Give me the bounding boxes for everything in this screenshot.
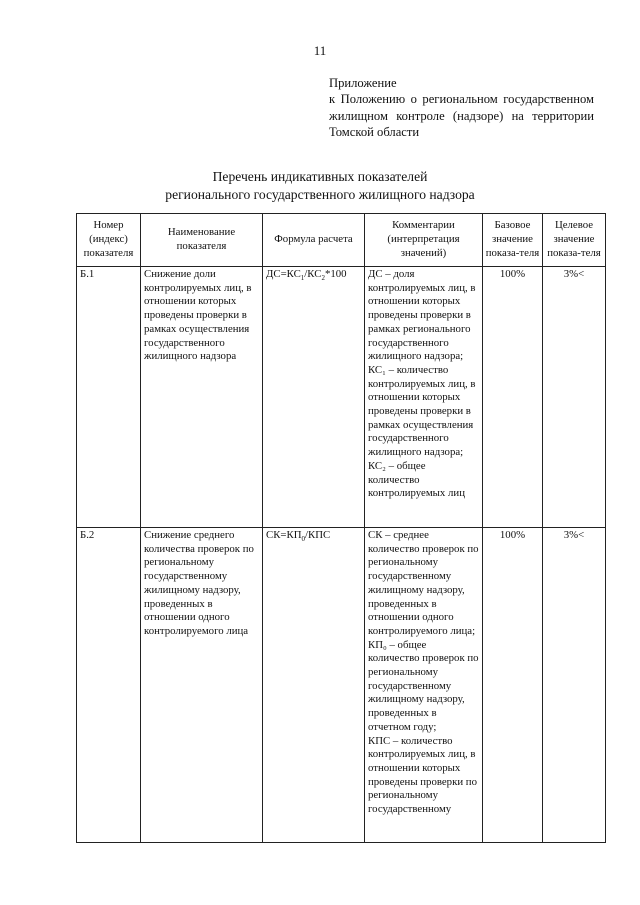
document-title bbox=[0, 168, 640, 204]
header-target-value: Целевое значение показа-теля bbox=[543, 214, 606, 267]
cell-target-value: 3%< bbox=[543, 528, 606, 843]
table-row bbox=[77, 267, 606, 528]
header-comment: Комментарии (интерпретация значений) bbox=[365, 214, 483, 267]
cell-name: Снижение доли контролируемых лиц, в отношении которых проведены проверки в рамках осуществления государственного жилищного надзора bbox=[141, 267, 263, 528]
header-name: Наименование показателя bbox=[141, 214, 263, 267]
appendix-line-1: Приложение bbox=[329, 76, 397, 90]
cell-target-value: 3%< bbox=[543, 267, 606, 528]
cell-base-value: 100% bbox=[483, 267, 543, 528]
cell-name: Снижение среднего количества проверок по региональному государственному жилищному надзору, проведенных в отношении одного контролируемого лица bbox=[141, 528, 263, 843]
formula-sub-1: 0 bbox=[301, 535, 305, 544]
cell-number: Б.2 bbox=[77, 528, 141, 843]
table-header-row bbox=[77, 214, 606, 267]
header-formula: Формула расчета bbox=[263, 214, 365, 267]
table-row bbox=[77, 528, 606, 843]
formula-part-b: /КС bbox=[304, 268, 322, 280]
appendix-block bbox=[329, 75, 594, 140]
indicators-table bbox=[76, 213, 606, 843]
formula-part-a: ДС=КС bbox=[266, 268, 301, 280]
appendix-line-3: жилищном контроле (надзоре) на территории bbox=[329, 108, 594, 123]
appendix-line-4: Томской области bbox=[329, 124, 420, 139]
document-title-line-2: регионального государственного жилищного надзора bbox=[165, 187, 475, 202]
header-number: Номер (индекс) показателя bbox=[77, 214, 141, 267]
cell-number: Б.1 bbox=[77, 267, 141, 528]
page-number: 11 bbox=[313, 43, 327, 58]
cell-comment: СК – среднее количество проверок по региональному государственному жилищному надзору, проведенных в отношении одного контролируемого лица; КП₀ – общее количество проверок по региональному государственному жилищному надзору, проведенных в отчетном году; КПС – количество контролируемых лиц, в отношении которых проведены проверки по региональному государственному bbox=[365, 528, 483, 843]
cell-base-value: 100% bbox=[483, 528, 543, 843]
formula-part-a: СК=КП bbox=[266, 529, 302, 541]
cell-comment: ДС – доля контролируемых лиц, в отношении которых проведены проверки в рамках регионального государственного жилищного надзора; КС₁ – количество контролируемых лиц, в отношении которых проведены проверки в рамках осуществления государственного жилищного надзора; КС₂ – общее количество контролируемых лиц bbox=[365, 267, 483, 528]
formula-part-b: /КПС bbox=[305, 529, 331, 541]
appendix-line-2: к Положению о региональном государственном bbox=[329, 92, 594, 107]
formula-part-c: *100 bbox=[324, 268, 347, 280]
formula-sub-1: 1 bbox=[300, 274, 305, 283]
document-title-line-1: Перечень индикативных показателей bbox=[212, 169, 428, 184]
cell-formula bbox=[263, 528, 365, 843]
header-base-value: Базовое значение показа-теля bbox=[483, 214, 543, 267]
cell-formula bbox=[263, 267, 365, 528]
formula-sub-2: 2 bbox=[321, 274, 325, 283]
